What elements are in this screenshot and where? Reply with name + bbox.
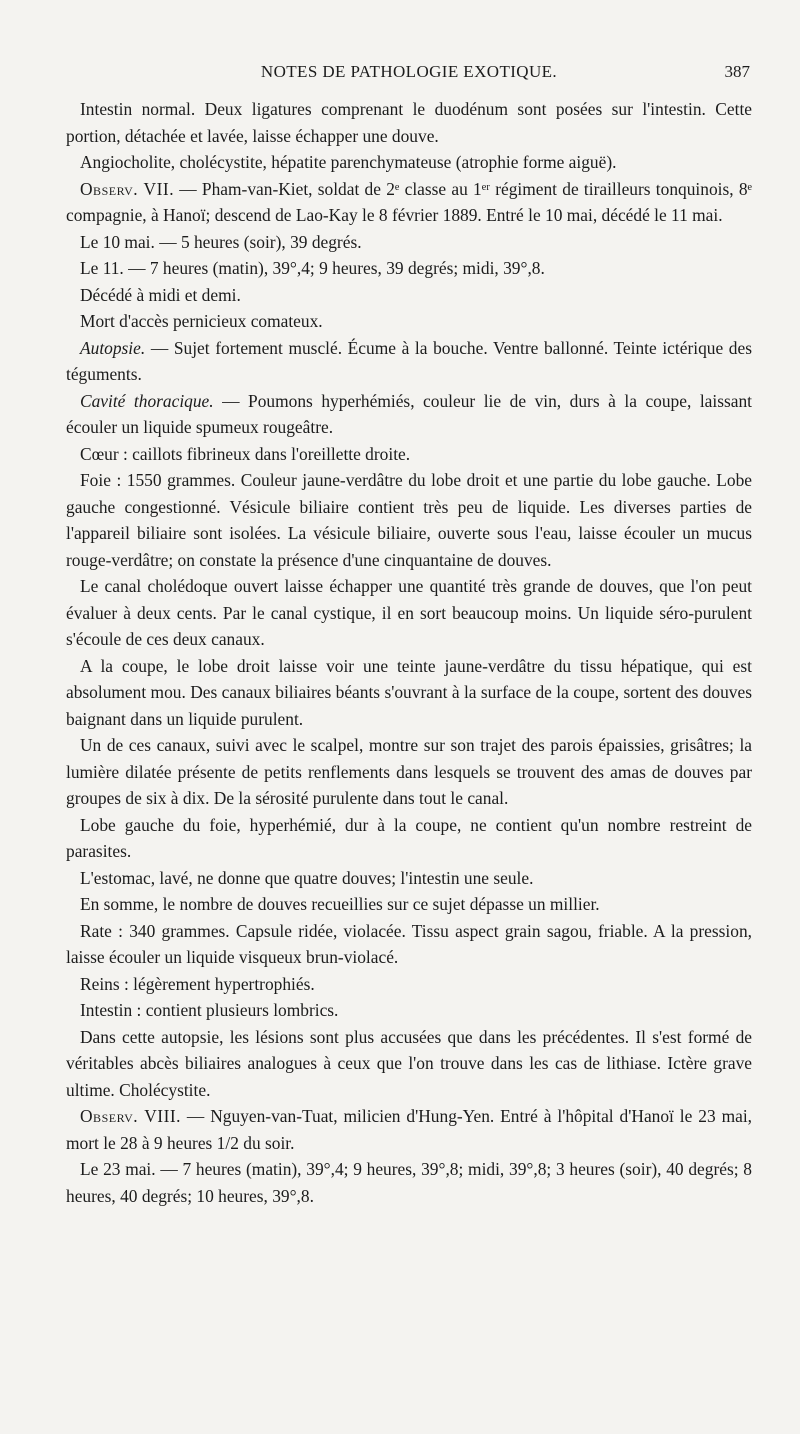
paragraph: Intestin : contient plusieurs lombrics.: [80, 1000, 339, 1020]
paragraph: Le 10 mai. — 5 heures (soir), 39 degrés.: [80, 231, 362, 252]
paragraph: Le 23 mai. — 7 heures (matin), 39°,4; 9 heures, 39°,8; midi, 39°,8; 3 heures (soir), 40 degrés; 8 heures, 40 degrés; 10 heures, 39°,8.: [66, 1159, 752, 1206]
paragraph: Mort d'accès pernicieux comateux.: [80, 311, 323, 331]
paragraph: Reins : légèrement hypertrophiés.: [80, 973, 315, 994]
observation-label: Observ. VIII.: [80, 1106, 182, 1126]
paragraph: Dans cette autopsie, les lésions sont plus accusées que dans les précédentes. Il s'est formé de véritables abcès biliaires analogues à ceux que l'on trouve dans les cas de lithiase. Ictère grave ultime. Cholécystite.: [66, 1026, 752, 1100]
paragraph: Intestin normal. Deux ligatures comprenant le duodénum sont posées sur l'intestin. Cette portion, détachée et lavée, laisse échapper une douve.: [66, 99, 752, 146]
section-label: Cavité thoracique.: [80, 390, 214, 411]
paragraph: L'estomac, lavé, ne donne que quatre douves; l'intestin une seule.: [80, 867, 534, 888]
paragraph: Lobe gauche du foie, hyperhémié, dur à la coupe, ne contient qu'un nombre restreint de parasites.: [66, 814, 752, 861]
paragraph: Décédé à midi et demi.: [80, 284, 241, 305]
paragraph: Un de ces canaux, suivi avec le scalpel, montre sur son trajet des parois épaissies, grisâtres; la lumière dilatée présente de petits renflements dans lesquels se trouvent des amas de douves par groupes de six à dix. De la sérosité purulente dans tout le canal.: [66, 735, 752, 808]
running-header: [66, 62, 752, 90]
observation-label: Observ. VII.: [80, 178, 175, 199]
page-number: 387: [724, 62, 750, 81]
paragraph: Cœur : caillots fibrineux dans l'oreillette droite.: [80, 443, 411, 464]
paragraph: A la coupe, le lobe droit laisse voir une teinte jaune-verdâtre du tissu hépatique, qui est absolument mou. Des canaux biliaires béants s'ouvrant à la surface de la coupe, sortent des douves baignant dans un liquide purulent.: [66, 655, 752, 729]
paragraph: Angiocholite, cholécystite, hépatite parenchymateuse (atrophie forme aiguë).: [80, 152, 617, 172]
paragraph: Rate : 340 grammes. Capsule ridée, violacée. Tissu aspect grain sagou, friable. A la pression, laisse écouler un liquide visqueux brun-violacé.: [66, 920, 752, 967]
paragraph: Foie : 1550 grammes. Couleur jaune-verdâtre du lobe droit et une partie du lobe gauche. Lobe gauche congestionné. Vésicule biliaire contient très peu de liquide. Les diverses parties de l'appareil biliaire sont isolées. La vésicule biliaire, ouverte sous l'eau, laisse écouler un mucus rouge-verdâtre; on constate la présence d'une cinquantaine de douves.: [66, 470, 752, 570]
paragraph: Le 11. — 7 heures (matin), 39°,4; 9 heures, 39 degrés; midi, 39°,8.: [80, 258, 545, 278]
paragraph-cavite-thoracique: Cavité thoracique. — Poumons hyperhémiés, couleur lie de vin, durs à la coupe, laissant écouler un liquide spumeux rougeâtre.: [66, 390, 753, 437]
paragraph-autopsie: Autopsie. — Sujet fortement musclé. Écume à la bouche. Ventre ballonné. Teinte ictérique des téguments.: [66, 337, 752, 384]
body-text: [66, 96, 752, 1209]
paragraph: Le canal cholédoque ouvert laisse échapper une quantité très grande de douves, que l'on peut évaluer à deux cents. Par le canal cystique, il en sort beaucoup moins. Un liquide séro-purulent s'écoule de ces deux canaux.: [66, 576, 752, 649]
paragraph-observation-7: Observ. VII. — Pham-van-Kiet, soldat de 2ᵉ classe au 1ᵉʳ régiment de tirailleurs tonquinois, 8ᵉ compagnie, à Hanoï; descend de Lao-Kay le 8 février 1889. Entré le 10 mai, décédé le 11 mai.: [66, 178, 752, 225]
paragraph: En somme, le nombre de douves recueillies sur ce sujet dépasse un millier.: [80, 894, 600, 914]
running-title: NOTES DE PATHOLOGIE EXOTIQUE.: [260, 62, 558, 81]
section-label: Autopsie.: [80, 337, 146, 358]
paragraph-observation-8: Observ. VIII. — Nguyen-van-Tuat, milicien d'Hung-Yen. Entré à l'hôpital d'Hanoï le 23 mai, mort le 28 à 9 heures 1/2 du soir.: [66, 1106, 752, 1153]
